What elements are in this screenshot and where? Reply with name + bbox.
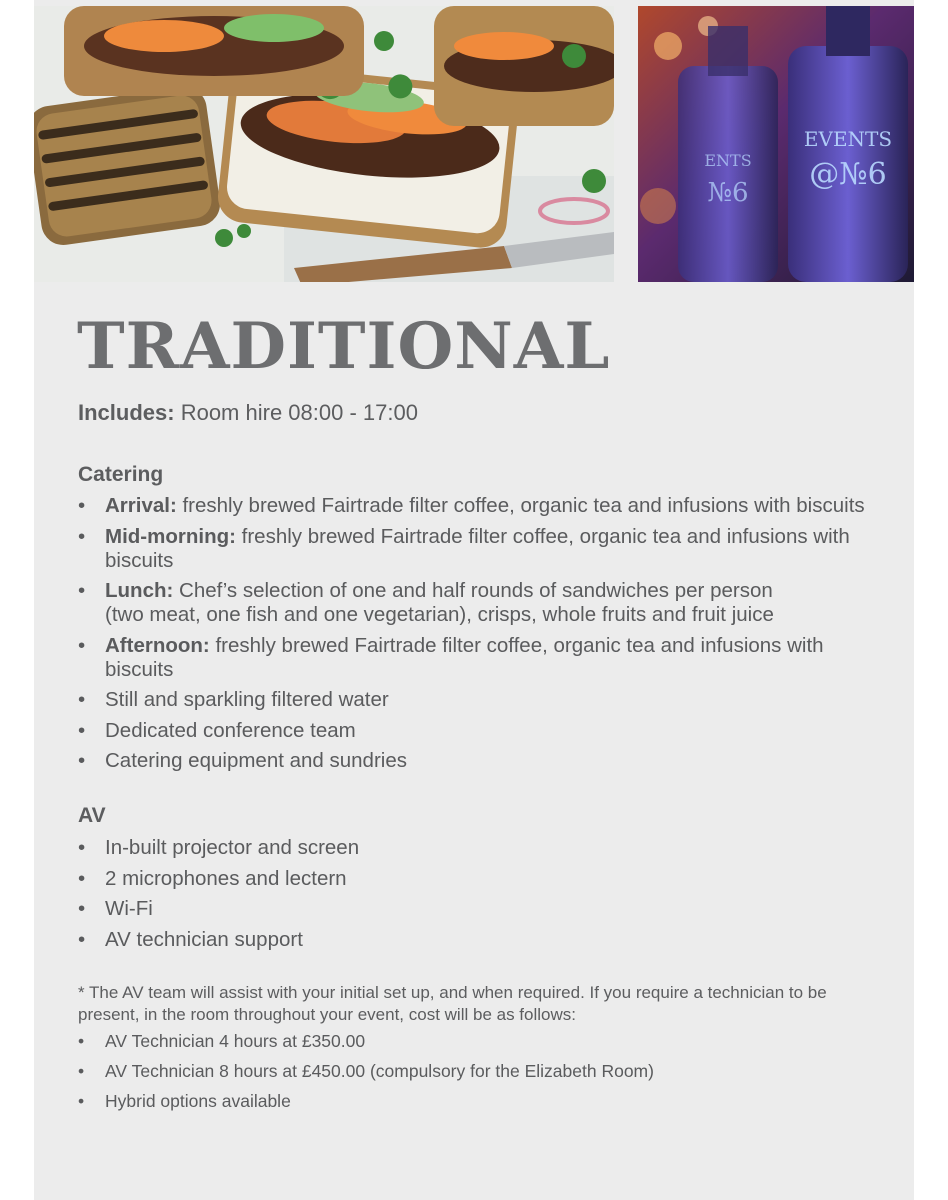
list-item: • AV Technician 8 hours at £450.00 (compulsory for the Elizabeth Room) — [78, 1060, 908, 1082]
list-item: • Wi-Fi — [78, 897, 908, 921]
list-item — [78, 688, 908, 712]
svg-text:№6: №6 — [707, 178, 749, 208]
item-text: Chef’s selection of one and half rounds of sandwiches per person (two meat, one fish and one vegetarian), crisps, whole fruits and fruit juice — [105, 579, 774, 626]
item-label: Lunch: — [105, 579, 174, 602]
includes-label: Includes: — [78, 400, 175, 425]
list-item — [78, 719, 908, 743]
list-item: • AV technician support — [78, 928, 908, 952]
svg-text:@№6: @№6 — [809, 157, 887, 192]
includes-text: Room hire 08:00 - 17:00 — [180, 400, 418, 425]
list-item: • 2 microphones and lectern — [78, 867, 908, 891]
list-item — [78, 749, 908, 773]
list-item — [78, 494, 908, 518]
list-item: • Hybrid options available — [78, 1090, 908, 1112]
item-text: Dedicated conference team — [105, 718, 356, 742]
av-footnote: * The AV team will assist with your initial set up, and when required. If you require a technician to be present, in the room throughout your event, cost will be as follows: — [78, 983, 827, 1024]
svg-text:EVENTS: EVENTS — [803, 127, 893, 151]
includes-line — [78, 400, 418, 426]
item-label: Afternoon: — [105, 633, 210, 657]
item-text: freshly brewed Fairtrade filter coffee, organic tea and infusions with biscuits — [182, 494, 865, 517]
item-text: Catering equipment and sundries — [105, 749, 407, 772]
list-item — [78, 579, 805, 627]
list-item — [78, 634, 825, 682]
item-label: Mid-morning: — [105, 524, 236, 548]
list-item: • In-built projector and screen — [78, 836, 908, 860]
item-label: Arrival: — [105, 494, 177, 517]
list-item: • AV Technician 4 hours at £350.00 — [78, 1030, 908, 1052]
sandwich-photo — [34, 6, 614, 282]
events-bottles-photo — [638, 6, 914, 282]
catering-list — [78, 494, 908, 780]
item-text: Still and sparkling filtered water — [105, 688, 389, 711]
catering-heading: Catering — [78, 463, 164, 486]
page-title: TRADITIONAL — [77, 309, 611, 384]
list-item — [78, 525, 850, 573]
technician-cost-list — [78, 1030, 908, 1120]
item-text: freshly brewed Fairtrade filter coffee, organic tea and infusions with biscuits — [105, 633, 824, 681]
av-heading: AV — [78, 804, 106, 827]
svg-text:ENTS: ENTS — [704, 151, 752, 170]
item-text: freshly brewed Fairtrade filter coffee, organic tea and infusions with biscuits — [105, 524, 850, 572]
av-list — [78, 836, 908, 958]
